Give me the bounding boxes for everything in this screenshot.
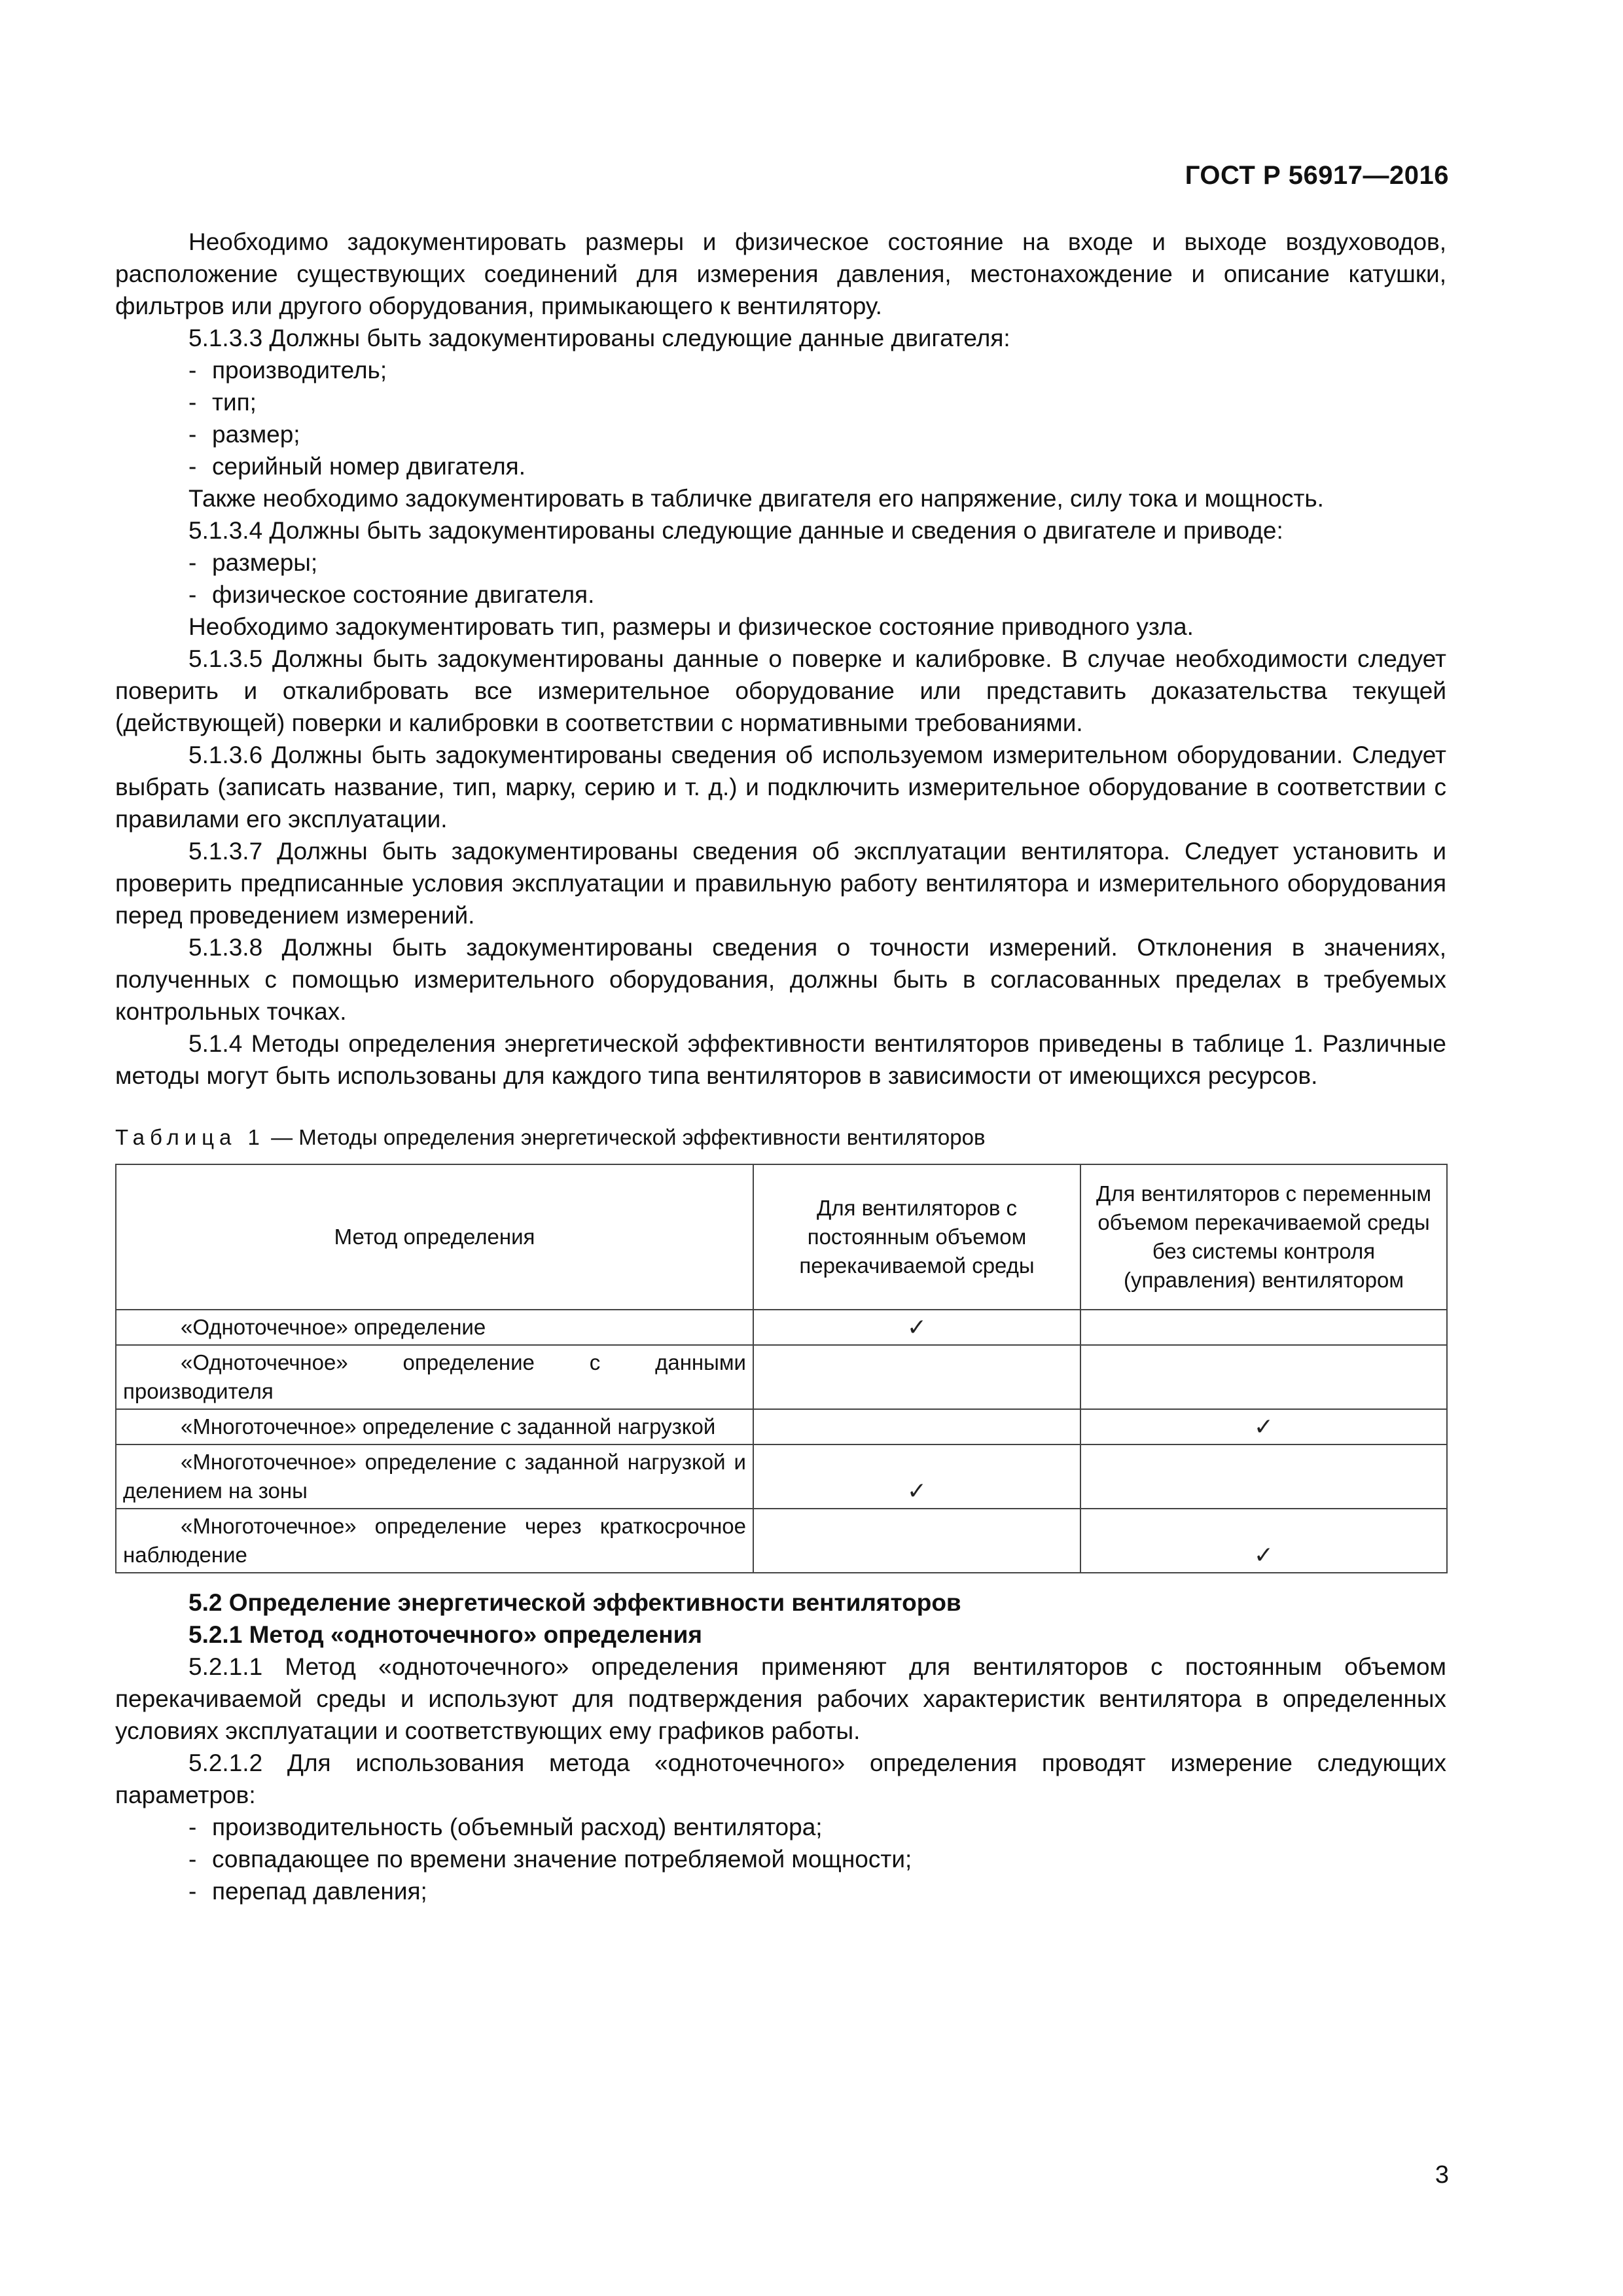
method-cell: «Многоточечное» определение с заданной нагрузкой и делением на зоны bbox=[116, 1444, 753, 1509]
list-item-text: серийный номер двигателя. bbox=[212, 453, 526, 480]
table-header-cell: Метод определения bbox=[116, 1164, 753, 1310]
table-row bbox=[116, 1409, 1447, 1444]
table-row bbox=[116, 1310, 1447, 1345]
table-header-row bbox=[116, 1164, 1447, 1310]
paragraph: 5.2.1.1 Метод «одноточечного» определения применяют для вентиляторов с постоянным объемом перекачиваемой среды и используют для подтверждения рабочих характеристик вентилятора в определенных условиях эксплуатации и соответствующих ему графиков работы. bbox=[115, 1653, 1446, 1744]
method-cell: «Многоточечное» определение через краткосрочное наблюдение bbox=[116, 1509, 753, 1573]
table-caption-label: Таблица 1 bbox=[115, 1125, 265, 1149]
paragraph: Необходимо задокументировать размеры и физическое состояние на входе и выходе воздуховодов, расположение существующих соединений для измерения давления, местонахождение и описание катушки, фильтров или другого оборудования, примыкающего к вентилятору. bbox=[115, 228, 1446, 319]
paragraph: 5.1.3.8 Должны быть задокументированы сведения о точности измерений. Отклонения в значениях, полученных с помощью измерительного оборудования, должны быть в согласованных пределах в требуемых контрольных точках. bbox=[115, 934, 1446, 1025]
list-item-text: размер; bbox=[212, 421, 300, 448]
check-icon: ✓ bbox=[753, 1310, 1080, 1345]
subsection-heading: 5.2.1 Метод «одноточечного» определения bbox=[188, 1621, 702, 1648]
paragraph: Необходимо задокументировать тип, размеры и физическое состояние приводного узла. bbox=[188, 613, 1194, 640]
list-item: - производительность (объемный расход) вентилятора; bbox=[188, 1814, 823, 1840]
list-item: - производитель; bbox=[188, 357, 387, 384]
methods-table bbox=[115, 1164, 1448, 1573]
list-item-text: производитель; bbox=[212, 357, 387, 384]
list-item: - тип; bbox=[188, 389, 257, 416]
check-icon: ✓ bbox=[753, 1444, 1080, 1509]
list-item-text: производительность (объемный расход) вентилятора; bbox=[212, 1814, 823, 1840]
paragraph: 5.2.1.2 Для использования метода «одноточечного» определения проводят измерение следующих параметров: bbox=[115, 1749, 1446, 1808]
list-item-text: размеры; bbox=[212, 549, 318, 576]
paragraph: Также необходимо задокументировать в табличке двигателя его напряжение, силу тока и мощность. bbox=[188, 485, 1324, 512]
page-number: 3 bbox=[1435, 2161, 1449, 2189]
list-item: - серийный номер двигателя. bbox=[188, 453, 526, 480]
table-row bbox=[116, 1509, 1447, 1573]
list-item: - размеры; bbox=[188, 549, 318, 576]
table-header-cell: Для вентиляторов с переменным объемом перекачиваемой среды без системы контроля (управления) вентилятором bbox=[1080, 1164, 1447, 1310]
table-row bbox=[116, 1444, 1447, 1509]
list-item-text: перепад давления; bbox=[212, 1878, 427, 1905]
paragraph: 5.1.3.6 Должны быть задокументированы сведения об используемом измерительном оборудовании. Следует выбрать (записать название, тип, марку, серию и т. д.) и подключить измерительное оборудование в соответствии с правилами его эксплуатации. bbox=[115, 742, 1446, 833]
mark-cell bbox=[1080, 1444, 1447, 1509]
page-content bbox=[115, 226, 1446, 1907]
mark-cell bbox=[753, 1509, 1080, 1573]
list-item-text: тип; bbox=[212, 389, 257, 416]
list-item: - физическое состояние двигателя. bbox=[188, 581, 595, 608]
table-caption-text: — Методы определения энергетической эффективности вентиляторов bbox=[264, 1125, 986, 1149]
mark-cell bbox=[1080, 1310, 1447, 1345]
section-heading: 5.2 Определение энергетической эффективности вентиляторов bbox=[188, 1589, 961, 1616]
method-cell: «Одноточечное» определение с данными производителя bbox=[116, 1345, 753, 1409]
method-cell: «Одноточечное» определение bbox=[116, 1310, 753, 1345]
check-icon: ✓ bbox=[1080, 1409, 1447, 1444]
table-header-cell: Для вентиляторов с постоянным объемом перекачиваемой среды bbox=[753, 1164, 1080, 1310]
paragraph: 5.1.3.4 Должны быть задокументированы следующие данные и сведения о двигателе и приводе: bbox=[188, 517, 1283, 544]
mark-cell bbox=[753, 1409, 1080, 1444]
method-cell: «Многоточечное» определение с заданной нагрузкой bbox=[116, 1409, 753, 1444]
mark-cell bbox=[753, 1345, 1080, 1409]
list-item: - размер; bbox=[188, 421, 300, 448]
table-row bbox=[116, 1345, 1447, 1409]
paragraph: 5.1.3.3 Должны быть задокументированы следующие данные двигателя: bbox=[188, 325, 1010, 351]
mark-cell bbox=[1080, 1345, 1447, 1409]
standard-number: ГОСТ Р 56917—2016 bbox=[1185, 161, 1449, 190]
list-item: - перепад давления; bbox=[188, 1878, 427, 1905]
check-icon: ✓ bbox=[1080, 1509, 1447, 1573]
list-item-text: физическое состояние двигателя. bbox=[212, 581, 595, 608]
paragraph: 5.1.3.7 Должны быть задокументированы сведения об эксплуатации вентилятора. Следует установить и проверить предписанные условия эксплуатации и правильную работу вентилятора и измерительного оборудования перед проведением измерений. bbox=[115, 838, 1446, 929]
list-item-text: совпадающее по времени значение потребляемой мощности; bbox=[212, 1846, 912, 1873]
table-caption bbox=[115, 1123, 1446, 1152]
paragraph: 5.1.4 Методы определения энергетической эффективности вентиляторов приведены в таблице 1. Различные методы могут быть использованы для каждого типа вентиляторов в зависимости от имеющихся ресурсов. bbox=[115, 1030, 1446, 1089]
list-item: - совпадающее по времени значение потребляемой мощности; bbox=[188, 1846, 912, 1873]
paragraph: 5.1.3.5 Должны быть задокументированы данные о поверке и калибровке. В случае необходимости следует поверить и откалибровать все измерительное оборудование или представить доказательства текущей (действующей) поверки и калибровки в соответствии с нормативными требованиями. bbox=[115, 645, 1446, 736]
